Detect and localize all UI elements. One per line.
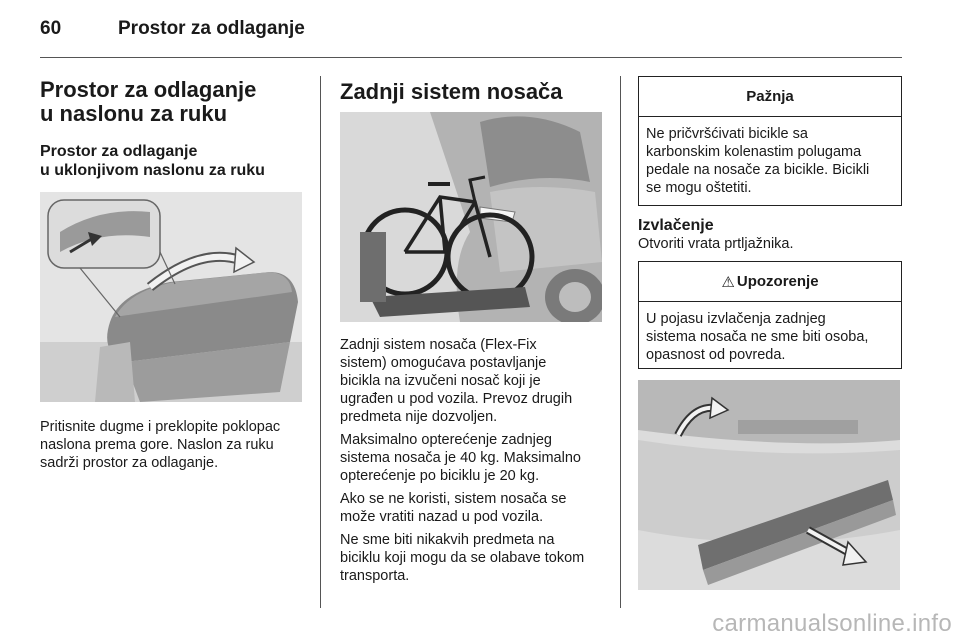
left-para-line: sadrži prostor za odlaganje.: [40, 455, 219, 471]
middle-para-line: sistem) omogućava postavljanje: [340, 355, 547, 371]
warning-body: [639, 302, 901, 372]
page-number: 60: [40, 18, 62, 39]
middle-para-line: bicikla na izvučeni nosač koji je: [340, 373, 541, 389]
warning-line: sistema nosača ne sme biti osoba,: [646, 329, 869, 345]
middle-para-line: opterećenje po biciklu je 20 kg.: [340, 468, 540, 484]
warning-triangle-icon: ⚠: [721, 273, 735, 291]
middle-title: Zadnji sistem nosača: [340, 79, 563, 104]
bike-carrier-illustration: [340, 112, 602, 322]
left-para-line: naslona prema gore. Naslon za ruku: [40, 437, 274, 453]
warning-box: [638, 261, 902, 369]
caution-box: [638, 76, 902, 206]
left-column: [40, 78, 308, 180]
caution-line: karbonskim kolenastim polugama: [646, 144, 862, 160]
middle-paragraph: [340, 336, 612, 426]
running-title: Prostor za odlaganje: [118, 18, 305, 39]
left-title-line-1: Prostor za odlaganje: [40, 77, 257, 102]
middle-header: [340, 80, 610, 104]
extraction-title: Izvlačenje: [638, 217, 714, 234]
middle-para-line: predmeta nije dozvoljen.: [340, 409, 498, 425]
extraction-text: Otvoriti vrata prtljažnika.: [638, 236, 794, 252]
middle-paragraph: [340, 531, 612, 585]
warning-line: opasnost od povreda.: [646, 347, 786, 363]
middle-para-line: transporta.: [340, 568, 410, 584]
middle-para-line: Zadnji sistem nosača (Flex-Fix: [340, 337, 537, 353]
warning-title: Upozorenje: [736, 273, 819, 290]
middle-para-line: Ne sme biti nikakvih predmeta na: [340, 532, 555, 548]
middle-body: [340, 336, 612, 585]
left-subtitle-line-2: u uklonjivom naslonu za ruku: [40, 162, 265, 179]
caution-line: Ne pričvršćivati bicikle sa: [646, 126, 808, 142]
middle-paragraph: [340, 431, 612, 485]
header-rule: [40, 57, 902, 58]
middle-para-line: može vratiti nazad u pod vozila.: [340, 509, 544, 525]
extraction-illustration: [638, 380, 900, 590]
left-body: [40, 418, 310, 472]
left-title-line-2: u naslonu za ruku: [40, 101, 228, 126]
warning-line: U pojasu izvlačenja zadnjeg: [646, 311, 826, 327]
middle-para-line: sistema nosača je 40 kg. Maksimalno: [340, 450, 581, 466]
middle-para-line: Ako se ne koristi, sistem nosača se: [340, 491, 567, 507]
extraction-section: [638, 216, 902, 253]
middle-para-line: biciklu koji mogu da se olabave tokom: [340, 550, 585, 566]
column-divider-2: [620, 76, 621, 608]
caution-title: Pažnja: [639, 77, 901, 117]
footer-watermark[interactable]: carmanualsonline.info: [712, 610, 952, 637]
caution-line: se mogu oštetiti.: [646, 180, 752, 196]
middle-para-line: ugrađen u pod vozila. Prevoz drugih: [340, 391, 573, 407]
middle-para-line: Maksimalno opterećenje zadnjeg: [340, 432, 552, 448]
caution-body: [639, 117, 901, 205]
left-para-line: Pritisnite dugme i preklopite poklopac: [40, 419, 281, 435]
caution-line: pedale na nosače za bicikle. Bicikli: [646, 162, 870, 178]
middle-paragraph: [340, 490, 612, 526]
warning-header: [639, 262, 901, 302]
column-divider-1: [320, 76, 321, 608]
armrest-illustration: [40, 192, 302, 402]
left-subtitle-line-1: Prostor za odlaganje: [40, 143, 198, 160]
